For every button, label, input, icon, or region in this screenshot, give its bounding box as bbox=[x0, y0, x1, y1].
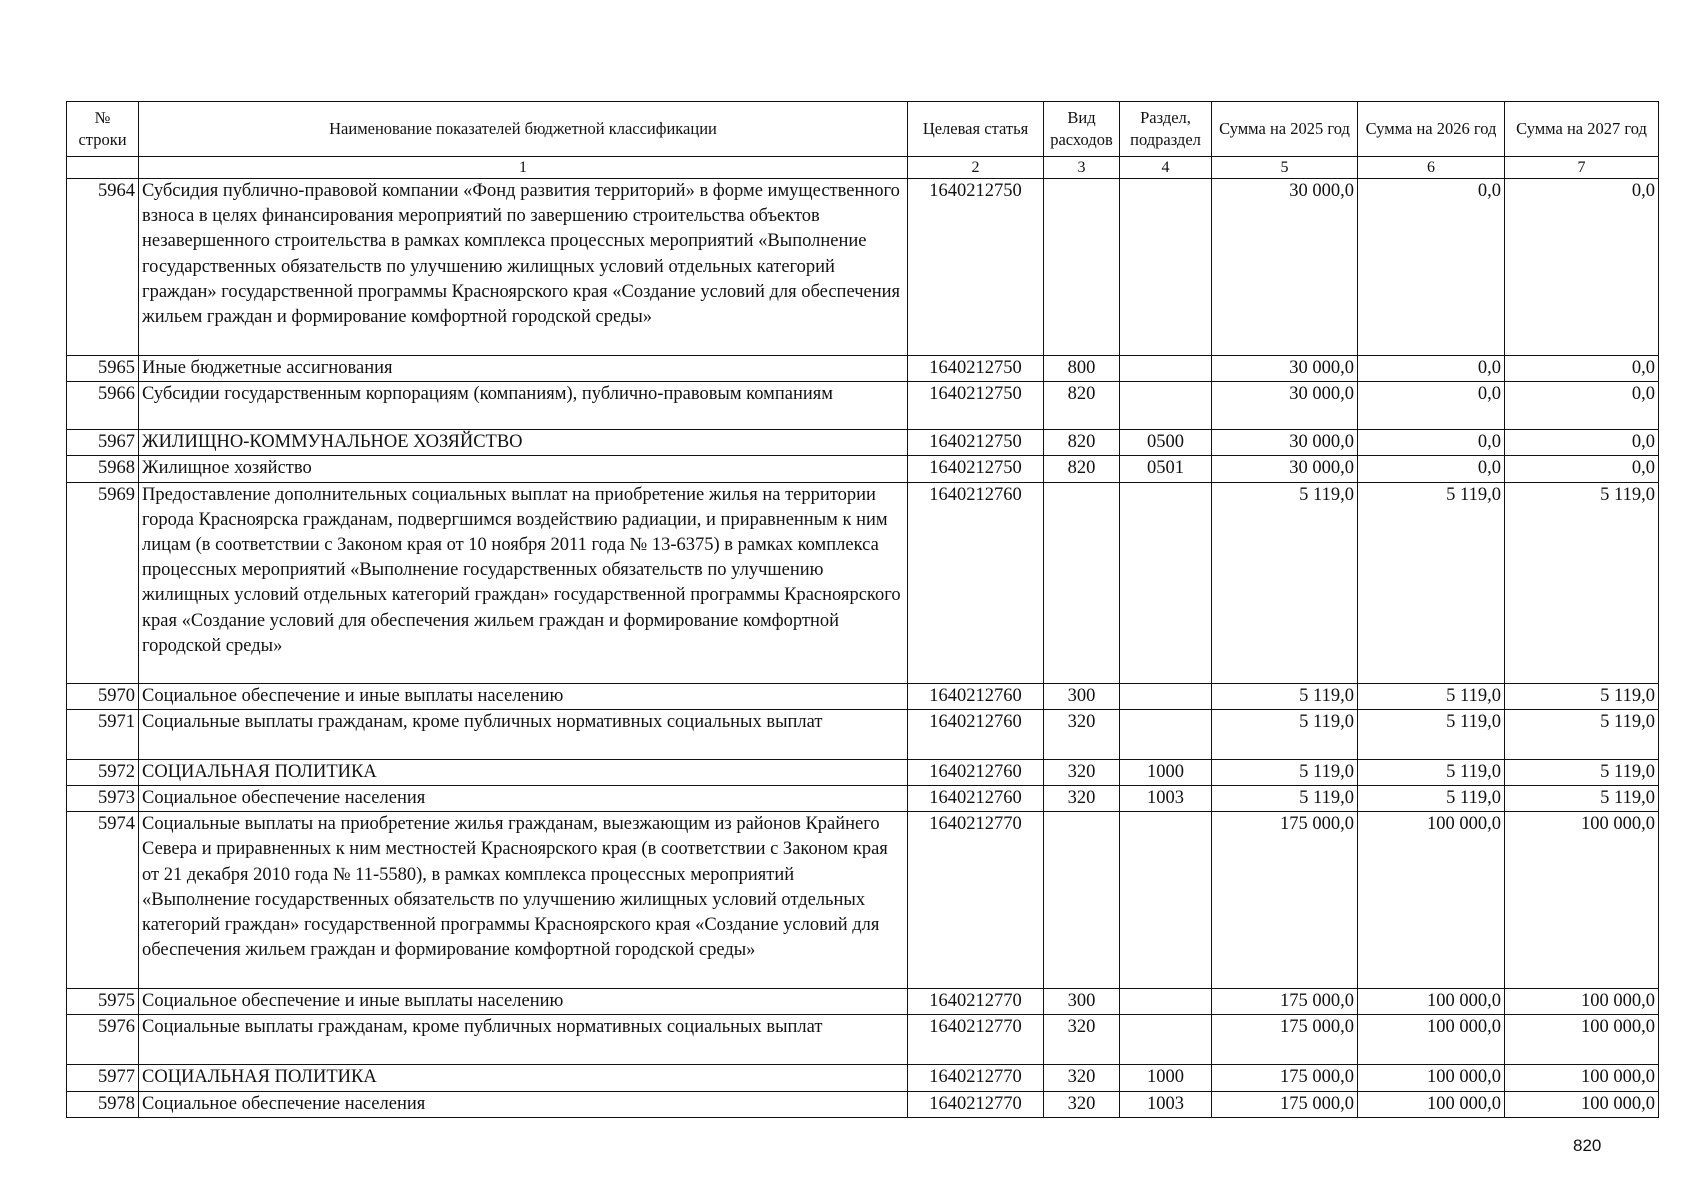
column-numbers-row bbox=[67, 157, 1659, 179]
header-section: Раздел, подраздел bbox=[1120, 102, 1212, 157]
row-target: 1640212750 bbox=[908, 382, 1044, 430]
row-section: 1000 bbox=[1120, 1065, 1212, 1091]
row-2027: 0,0 bbox=[1505, 179, 1659, 356]
row-2026: 5 119,0 bbox=[1358, 709, 1505, 759]
row-2025: 5 119,0 bbox=[1212, 759, 1358, 785]
row-number: 5978 bbox=[67, 1091, 139, 1117]
table-row bbox=[67, 1091, 1659, 1117]
table-row bbox=[67, 179, 1659, 356]
row-number: 5972 bbox=[67, 759, 139, 785]
row-kind: 320 bbox=[1044, 1091, 1120, 1117]
row-section bbox=[1120, 1015, 1212, 1065]
column-number: 5 bbox=[1212, 157, 1358, 179]
row-2027: 0,0 bbox=[1505, 430, 1659, 456]
header-name: Наименование показателей бюджетной классификации bbox=[139, 102, 908, 157]
row-2025: 30 000,0 bbox=[1212, 382, 1358, 430]
table-row bbox=[67, 482, 1659, 683]
row-2026: 5 119,0 bbox=[1358, 482, 1505, 683]
column-number: 2 bbox=[908, 157, 1044, 179]
table-row bbox=[67, 1065, 1659, 1091]
row-2025: 175 000,0 bbox=[1212, 1065, 1358, 1091]
row-2027: 5 119,0 bbox=[1505, 786, 1659, 812]
row-target: 1640212770 bbox=[908, 1015, 1044, 1065]
row-2026: 100 000,0 bbox=[1358, 1091, 1505, 1117]
row-name: Социальные выплаты на приобретение жилья гражданам, выезжающим из районов Крайнего Севера и приравненных к ним местностей Красноярского края (в соответствии с Законом края от 21 декабря 2010 года № 11-5580), в рамках комплекса процессных мероприятий «Выполнение государственных обязательств по улучшению жилищных условий отдельных категорий граждан» государственной программы Красноярского края «Создание условий для обеспечения жильем граждан и формирование комфортной городской среды» bbox=[139, 812, 908, 989]
row-2026: 100 000,0 bbox=[1358, 812, 1505, 989]
row-section bbox=[1120, 356, 1212, 382]
row-section bbox=[1120, 683, 1212, 709]
row-section bbox=[1120, 382, 1212, 430]
row-kind: 820 bbox=[1044, 456, 1120, 482]
row-name: Предоставление дополнительных социальных выплат на приобретение жилья на территории города Красноярска гражданам, подвергшимся воздействию радиации, и приравненным к ним лицам (в соответствии с Законом края от 10 ноября 2011 года № 13-6375) в рамках комплекса процессных мероприятий «Выполнение государственных обязательств по улучшению жилищных условий отдельных категорий граждан» государственной программы Красноярского края «Создание условий для обеспечения жильем граждан и формирование комфортной городской среды» bbox=[139, 482, 908, 683]
row-name: СОЦИАЛЬНАЯ ПОЛИТИКА bbox=[139, 759, 908, 785]
row-number: 5975 bbox=[67, 989, 139, 1015]
row-section bbox=[1120, 179, 1212, 356]
row-target: 1640212750 bbox=[908, 430, 1044, 456]
row-section: 0501 bbox=[1120, 456, 1212, 482]
row-2026: 100 000,0 bbox=[1358, 1065, 1505, 1091]
row-2026: 100 000,0 bbox=[1358, 1015, 1505, 1065]
row-target: 1640212770 bbox=[908, 1091, 1044, 1117]
table-row bbox=[67, 430, 1659, 456]
row-name: Социальное обеспечение населения bbox=[139, 1091, 908, 1117]
column-number: 6 bbox=[1358, 157, 1505, 179]
row-name: Социальное обеспечение населения bbox=[139, 786, 908, 812]
table-row bbox=[67, 382, 1659, 430]
row-name: Социальные выплаты гражданам, кроме публичных нормативных социальных выплат bbox=[139, 1015, 908, 1065]
row-target: 1640212770 bbox=[908, 989, 1044, 1015]
row-name: Социальное обеспечение и иные выплаты населению bbox=[139, 683, 908, 709]
row-2026: 0,0 bbox=[1358, 430, 1505, 456]
table-row bbox=[67, 456, 1659, 482]
row-kind: 820 bbox=[1044, 430, 1120, 456]
row-target: 1640212760 bbox=[908, 683, 1044, 709]
row-2025: 175 000,0 bbox=[1212, 812, 1358, 989]
column-number: 1 bbox=[139, 157, 908, 179]
row-kind: 320 bbox=[1044, 786, 1120, 812]
row-number: 5964 bbox=[67, 179, 139, 356]
row-kind bbox=[1044, 812, 1120, 989]
row-2026: 5 119,0 bbox=[1358, 759, 1505, 785]
row-2027: 0,0 bbox=[1505, 456, 1659, 482]
row-2027: 5 119,0 bbox=[1505, 683, 1659, 709]
row-2025: 5 119,0 bbox=[1212, 709, 1358, 759]
header-2026: Сумма на 2026 год bbox=[1358, 102, 1505, 157]
row-kind: 320 bbox=[1044, 1065, 1120, 1091]
row-number: 5973 bbox=[67, 786, 139, 812]
row-number: 5971 bbox=[67, 709, 139, 759]
row-kind bbox=[1044, 482, 1120, 683]
row-2025: 175 000,0 bbox=[1212, 989, 1358, 1015]
row-2025: 5 119,0 bbox=[1212, 786, 1358, 812]
row-section: 1003 bbox=[1120, 1091, 1212, 1117]
row-number: 5966 bbox=[67, 382, 139, 430]
column-number-blank bbox=[67, 157, 139, 179]
row-2026: 100 000,0 bbox=[1358, 989, 1505, 1015]
row-section bbox=[1120, 482, 1212, 683]
row-target: 1640212770 bbox=[908, 1065, 1044, 1091]
row-number: 5968 bbox=[67, 456, 139, 482]
budget-table bbox=[66, 101, 1659, 1118]
row-section: 1003 bbox=[1120, 786, 1212, 812]
row-number: 5970 bbox=[67, 683, 139, 709]
table-row bbox=[67, 1015, 1659, 1065]
row-2025: 5 119,0 bbox=[1212, 482, 1358, 683]
row-target: 1640212760 bbox=[908, 759, 1044, 785]
row-2025: 175 000,0 bbox=[1212, 1015, 1358, 1065]
row-2026: 0,0 bbox=[1358, 356, 1505, 382]
row-2025: 30 000,0 bbox=[1212, 179, 1358, 356]
row-2026: 5 119,0 bbox=[1358, 786, 1505, 812]
table-row bbox=[67, 759, 1659, 785]
row-target: 1640212760 bbox=[908, 709, 1044, 759]
column-number: 4 bbox=[1120, 157, 1212, 179]
row-name: Субсидия публично-правовой компании «Фонд развития территорий» в форме имущественного взноса в целях финансирования мероприятий по завершению строительства объектов незавершенного строительства в рамках комплекса процессных мероприятий «Выполнение государственных обязательств по улучшению жилищных условий отдельных категорий граждан» государственной программы Красноярского края «Создание условий для обеспечения жильем граждан и формирование комфортной городской среды» bbox=[139, 179, 908, 356]
column-number: 3 bbox=[1044, 157, 1120, 179]
row-number: 5967 bbox=[67, 430, 139, 456]
row-section bbox=[1120, 812, 1212, 989]
table-row bbox=[67, 683, 1659, 709]
row-2027: 5 119,0 bbox=[1505, 482, 1659, 683]
row-target: 1640212770 bbox=[908, 812, 1044, 989]
row-target: 1640212750 bbox=[908, 456, 1044, 482]
row-section bbox=[1120, 989, 1212, 1015]
row-name: Социальное обеспечение и иные выплаты населению bbox=[139, 989, 908, 1015]
header-2027: Сумма на 2027 год bbox=[1505, 102, 1659, 157]
row-target: 1640212760 bbox=[908, 786, 1044, 812]
row-kind: 800 bbox=[1044, 356, 1120, 382]
row-2026: 0,0 bbox=[1358, 456, 1505, 482]
row-section bbox=[1120, 709, 1212, 759]
row-target: 1640212750 bbox=[908, 179, 1044, 356]
row-2025: 30 000,0 bbox=[1212, 356, 1358, 382]
header-kind: Вид расходов bbox=[1044, 102, 1120, 157]
row-2025: 30 000,0 bbox=[1212, 456, 1358, 482]
row-kind bbox=[1044, 179, 1120, 356]
row-target: 1640212760 bbox=[908, 482, 1044, 683]
row-2027: 100 000,0 bbox=[1505, 1091, 1659, 1117]
row-2025: 5 119,0 bbox=[1212, 683, 1358, 709]
row-name: Иные бюджетные ассигнования bbox=[139, 356, 908, 382]
table-row bbox=[67, 812, 1659, 989]
row-2025: 30 000,0 bbox=[1212, 430, 1358, 456]
row-2027: 0,0 bbox=[1505, 382, 1659, 430]
row-kind: 300 bbox=[1044, 989, 1120, 1015]
row-2027: 5 119,0 bbox=[1505, 759, 1659, 785]
row-kind: 820 bbox=[1044, 382, 1120, 430]
row-2027: 100 000,0 bbox=[1505, 1065, 1659, 1091]
row-name: ЖИЛИЩНО-КОММУНАЛЬНОЕ ХОЗЯЙСТВО bbox=[139, 430, 908, 456]
table-row bbox=[67, 709, 1659, 759]
row-section: 1000 bbox=[1120, 759, 1212, 785]
row-2025: 175 000,0 bbox=[1212, 1091, 1358, 1117]
column-number: 7 bbox=[1505, 157, 1659, 179]
row-kind: 320 bbox=[1044, 1015, 1120, 1065]
table-row bbox=[67, 786, 1659, 812]
row-section: 0500 bbox=[1120, 430, 1212, 456]
row-name: СОЦИАЛЬНАЯ ПОЛИТИКА bbox=[139, 1065, 908, 1091]
row-2027: 100 000,0 bbox=[1505, 989, 1659, 1015]
row-name: Субсидии государственным корпорациям (компаниям), публично-правовым компаниям bbox=[139, 382, 908, 430]
row-number: 5977 bbox=[67, 1065, 139, 1091]
row-2027: 100 000,0 bbox=[1505, 1015, 1659, 1065]
header-row bbox=[67, 102, 1659, 157]
row-kind: 300 bbox=[1044, 683, 1120, 709]
row-number: 5976 bbox=[67, 1015, 139, 1065]
row-number: 5965 bbox=[67, 356, 139, 382]
row-name: Социальные выплаты гражданам, кроме публичных нормативных социальных выплат bbox=[139, 709, 908, 759]
header-row-no: № строки bbox=[67, 102, 139, 157]
row-target: 1640212750 bbox=[908, 356, 1044, 382]
row-kind: 320 bbox=[1044, 759, 1120, 785]
row-2027: 100 000,0 bbox=[1505, 812, 1659, 989]
row-number: 5969 bbox=[67, 482, 139, 683]
table-row bbox=[67, 989, 1659, 1015]
row-2026: 0,0 bbox=[1358, 382, 1505, 430]
page-number: 820 bbox=[1573, 1136, 1602, 1155]
row-name: Жилищное хозяйство bbox=[139, 456, 908, 482]
row-2027: 0,0 bbox=[1505, 356, 1659, 382]
header-target: Целевая статья bbox=[908, 102, 1044, 157]
table-row bbox=[67, 356, 1659, 382]
row-number: 5974 bbox=[67, 812, 139, 989]
row-2027: 5 119,0 bbox=[1505, 709, 1659, 759]
header-2025: Сумма на 2025 год bbox=[1212, 102, 1358, 157]
row-kind: 320 bbox=[1044, 709, 1120, 759]
row-2026: 0,0 bbox=[1358, 179, 1505, 356]
row-2026: 5 119,0 bbox=[1358, 683, 1505, 709]
